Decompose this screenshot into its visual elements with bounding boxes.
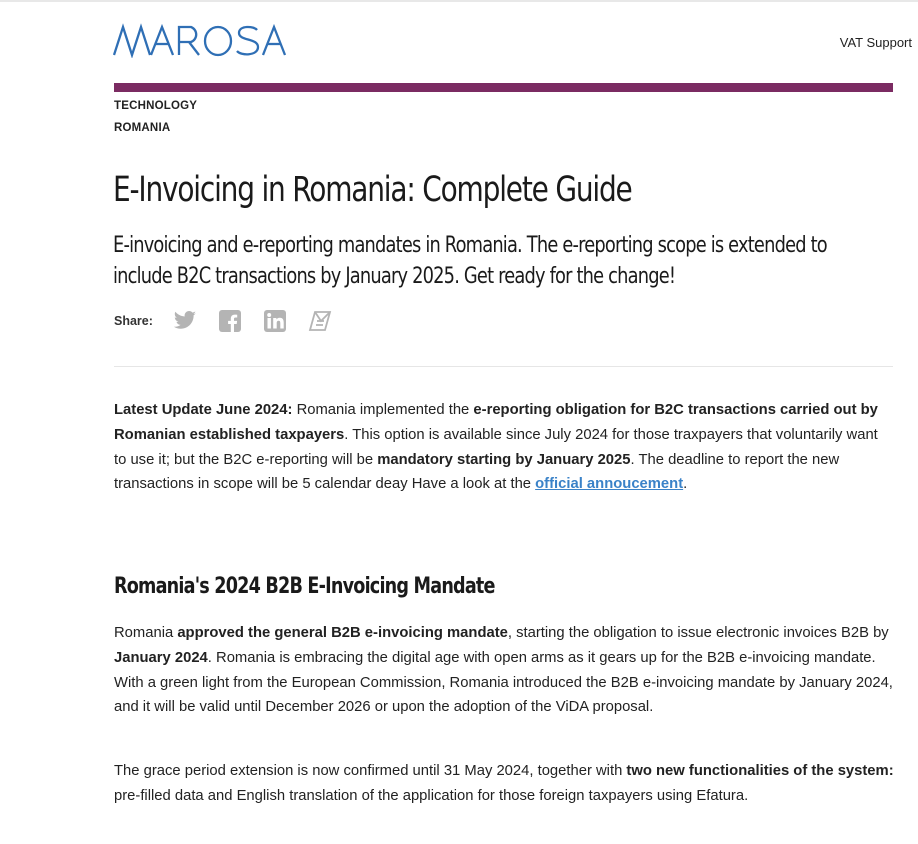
mandate-bold-2: January 2024 [114, 649, 208, 666]
grace-text-1: The grace period extension is now confirmed until 31 May 2024, together with [114, 763, 627, 779]
update-text-4: . [683, 476, 688, 493]
official-announcement-link[interactable]: official annoucement [535, 476, 684, 493]
update-lead: Latest Update June 2024: [114, 402, 293, 418]
share-label: Share: [114, 314, 153, 328]
grace-period-paragraph [114, 759, 894, 809]
linkedin-icon[interactable] [263, 309, 287, 333]
twitter-icon[interactable] [173, 309, 197, 333]
nav-vat-support-link[interactable]: VAT Support [839, 35, 912, 50]
page-subtitle: E-invoicing and e-reporting mandates in Romania. The e-reporting scope is extended to include B2C transactions by January 2025. Get ready for the change! [113, 233, 827, 289]
brand-accent-bar [114, 83, 893, 92]
marosa-logo-mark [113, 22, 295, 58]
mandate-text-1: Romania [114, 625, 178, 641]
update-text-1: Romania implemented the [292, 402, 474, 418]
top-border [0, 0, 918, 2]
update-bold-1: e-reporting obligation for B2C transactions carried out by Romanian established taxpayers [114, 402, 878, 443]
mandate-text-3: . Romania is embracing the digital age with open arms as it gears up for the B2B e-invoicing mandate. With a green light from the European Commission, Romania introduced the B2B e-invoicing mandate by January 2024, and it will be valid until December 2026 or upon the adoption of the ViDA proposal. [114, 649, 893, 716]
facebook-icon[interactable] [218, 309, 242, 333]
category-technology[interactable]: TECHNOLOGY [114, 100, 198, 112]
email-icon[interactable] [308, 309, 332, 333]
mandate-bold-1: approved the general B2B e-invoicing mandate [177, 625, 508, 641]
update-text-3: . The deadline to report the new transactions in scope will be 5 calendar deay Have a look at the [114, 451, 840, 493]
grace-bold-1: two new functionalities of the system: [626, 763, 894, 779]
section-heading: Romania's 2024 B2B E-Invoicing Mandate [114, 574, 495, 599]
category-romania[interactable]: ROMANIA [114, 122, 171, 134]
page-title: E-Invoicing in Romania: Complete Guide [113, 170, 632, 210]
share-bar [114, 309, 353, 333]
update-bold-2: mandatory starting by January 2025 [377, 451, 631, 468]
grace-text-2: pre-filled data and English translation of the application for those foreign taxpayers using Efatura. [114, 787, 749, 804]
update-text-2: . This option is available since July 2024 for those traxpayers that voluntarily want to use it; but the B2C e-reporting will be [114, 426, 878, 468]
latest-update-paragraph [114, 398, 894, 497]
marosa-logo[interactable] [113, 22, 295, 58]
section-divider [114, 366, 893, 367]
mandate-paragraph [114, 621, 894, 720]
mandate-text-2: , starting the obligation to issue electronic invoices B2B by [507, 625, 889, 641]
